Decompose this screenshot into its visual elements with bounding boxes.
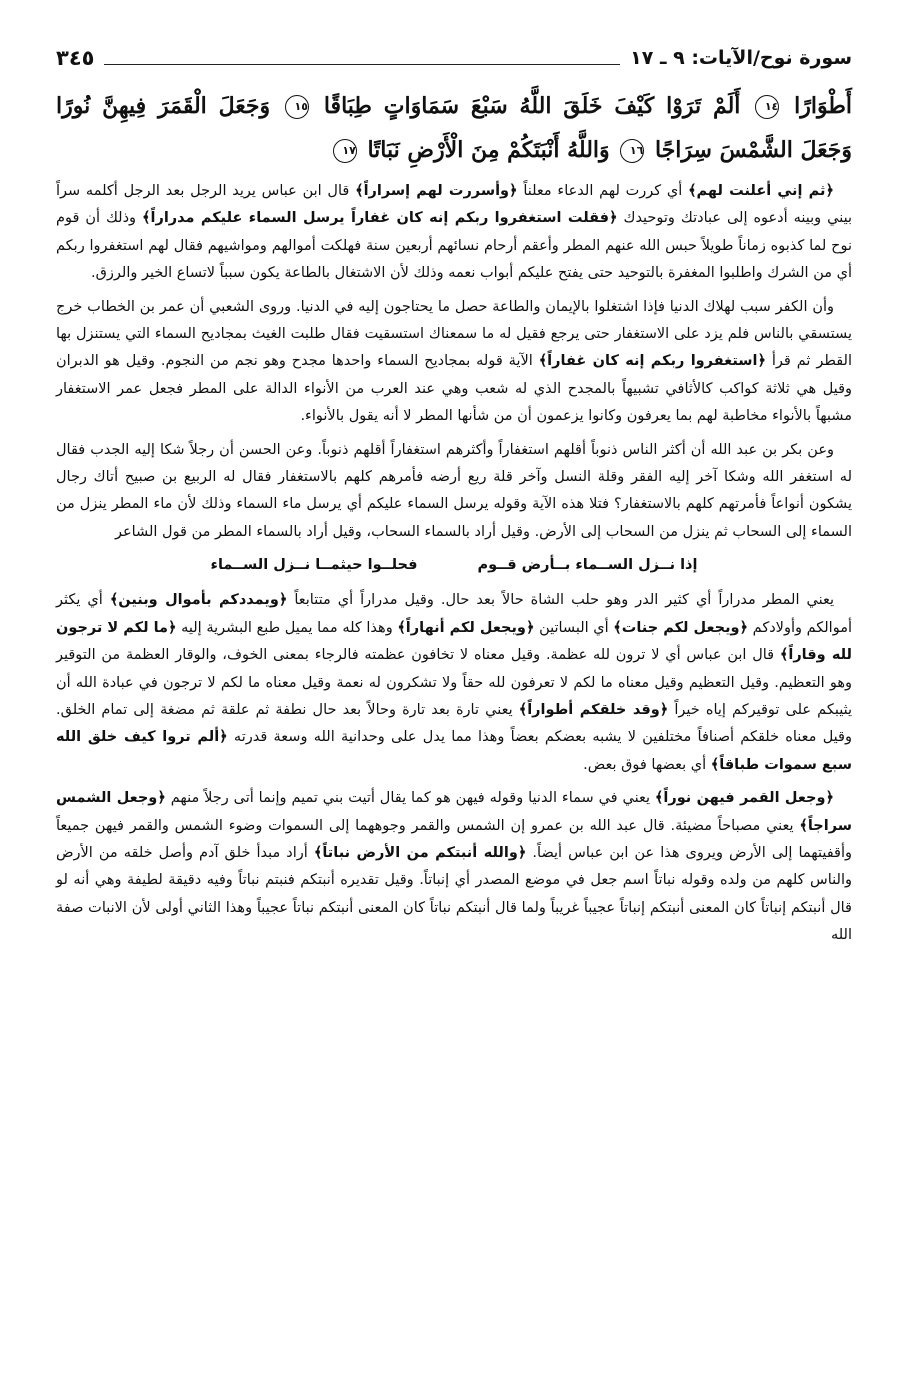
text: أي البساتين [534, 619, 614, 636]
poem-verse [56, 552, 852, 579]
verse-end-marker: ١٤ [755, 95, 779, 119]
quote: ﴿فقلت استغفروا ربكم إنه كان غفاراً يرسل السماء عليكم مدراراً﴾ [142, 210, 618, 227]
quote: ﴿والله أنبتكم من الأرض نباتاً﴾ [313, 844, 527, 861]
poem-hemistich-1: إذا نــزل الســماء بــأرض قــوم [477, 557, 698, 574]
surah-reference: سورة نوح/الآيات: ٩ ـ ١٧ [630, 47, 852, 69]
verse-end-marker: ١٦ [620, 139, 644, 163]
poem-hemistich-2: فحلــوا حيثمــا نــزل الســماء [210, 557, 418, 574]
verse-text: وَاللَّهُ أَنْبَتَكُمْ مِنَ الْأَرْضِ نَبَاتًا [367, 137, 610, 163]
tafsir-body [56, 178, 852, 956]
text: الآية قوله بمجاديح السماء واحدها مجدح وهو نجم من النجوم. وقيل هو الدبران وقيل هي ثلاثة كواكب كالأثافي تشبيهاً بالمجدح الذي له شعب وهي عند العرب من الأنواء الدالة على المطر فجعل عمر الاستغفار مشبهاً بالأنواء مخاطبة لهم بما يعرفون وكانوا يزعمون أن من شأنها المطر لا أنه يقول بالأنواء. [56, 353, 852, 425]
text: أي بعضها فوق بعض. [583, 756, 711, 773]
verse-text: أَطْوَارًا [794, 93, 852, 119]
quote: ﴿وأسررت لهم إسراراً﴾ [355, 183, 518, 199]
quote: ﴿ويجعل لكم أنهاراً﴾ [397, 619, 535, 636]
tafsir-paragraph [56, 587, 852, 779]
verse-end-marker: ١٥ [285, 95, 309, 119]
tafsir-paragraph [56, 294, 852, 431]
text: أي كررت لهم الدعاء معلناً [517, 183, 689, 199]
quote: ﴿ما لكم لا ترجون لله وقاراً﴾ [56, 619, 852, 664]
text: يعني تارة بعد تارة وحالاً بعد حال نطفة ثم علقة ثم مضغة إلى تمام الخلق. وقيل معناه خلقكم أصنافاً مختلفين لا يشبه بعضكم بعضاً وهذا مما يدل على وحدانية الله وسعة قدرته [56, 701, 852, 746]
verse-text: أَلَمْ تَرَوْا كَيْفَ خَلَقَ اللَّهُ سَبْعَ سَمَاوَاتٍ طِبَاقًا [323, 93, 741, 119]
quote: ﴿ألم تروا كيف خلق الله سبع سموات طباقاً﴾ [56, 729, 852, 773]
text: يعني المطر مدراراً أي كثير الدر وهو حلب الشاة حالاً بعد حال. وقيل مدراراً أي متتابعاً [287, 592, 834, 609]
quote: ﴿ثم إني أعلنت لهم﴾ [688, 183, 834, 199]
text: قال ابن عباس أي لا ترون لله عظمة. وقيل معناه لا تخافون عظمته فالرجاء بمعنى الخوف، والوقار العظمة من التوقير وهو التعظيم. وقيل التعظيم وقيل معناه ما لكم لا تعرفون لله حقاً ولا تشكرون له نعمة وقيل معناه ما لكم لا ترجون في عبادة الله أن يثيبكم على توقيركم إياه خيراً [56, 647, 852, 718]
text: أراد مبدأ خلق آدم وأصل خلقه من الأرض والناس كلهم من ولده وقوله نباتاً اسم جعل في موضع المصدر أي إنباتاً. وقيل تقديره أنبتكم فنبتم نباتاً وفيه دقيقة لطيفة وهي أنه لو قال أنبتكم إنباتاً كان المعنى أنبتكم إنباتاً عجيباً غريباً ولما قال أنبتكم نباتاً كان المعنى أنبتكم نباتاً عجيباً وهذا الثاني أولى لأن الانبات صفة الله [56, 844, 852, 944]
quote: ﴿وجعل الشمس سراجاً﴾ [56, 790, 852, 834]
text: وهذا كله مما يميل طبع البشرية إليه [176, 619, 398, 636]
text: يعني في سماء الدنيا وقوله فيهن هو كما يقال أتيت بني تميم وإنما أتى رجلاً منهم [165, 790, 655, 807]
tafsir-paragraph [56, 785, 852, 949]
quote: ﴿ويمددكم بأموال وبنين﴾ [109, 592, 288, 609]
quote: ﴿وجعل القمر فيهن نوراً﴾ [654, 790, 834, 807]
text: قال ابن عباس يريد الرجل بعد الرجل أكلمه سراً بيني وبينه أدعوه إلى عبادتك وتوحيدك [56, 183, 852, 227]
quran-verses [56, 84, 852, 172]
verse-text: وَجَعَلَ الْقَمَرَ فِيهِنَّ نُورًا وَجَعَلَ الشَّمْسَ سِرَاجًا [56, 93, 852, 163]
tafsir-paragraph [56, 437, 852, 547]
text: يعني مصباحاً مضيئة. قال عبد الله بن عمرو إن الشمس والقمر وجوههما إلى السموات وضوء الشمس والقمر فيهن جميعاً وأقفيتهما إلى الأرض ويروى هذا عن ابن عباس أيضاً. [56, 817, 852, 861]
quote: ﴿استغفروا ربكم إنه كان غفاراً﴾ [538, 353, 766, 370]
verse-end-marker: ١٧ [333, 139, 357, 163]
page-number: ٣٤٥ [56, 46, 95, 70]
text: أي يكثر أموالكم وأولادكم [56, 592, 852, 636]
text: وذلك أن قوم نوح لما كذبوه زماناً طويلاً حبس الله عنهم المطر وأعقم أرحام نسائهم أربعين سنة فهلكت أموالهم ومواشيهم فقال لهم استغفروا ربكم أي من الشرك واطلبوا المغفرة بالتوحيد حتى يفتح عليكم أبواب نعمه وذلك لأن الاشتغال بالطاعة يكون سبباً لاتساع الخير والرزق. [56, 210, 852, 282]
quote: ﴿ويجعل لكم جنات﴾ [613, 619, 749, 636]
text: وأن الكفر سبب لهلاك الدنيا فإذا اشتغلوا بالإيمان والطاعة حصل ما يحتاجون إليه في الدنيا. وروى الشعبي أن عمر بن الخطاب خرج يستسقي بالناس فلم يزد على الاستغفار حتى يرجع فقيل له ما سمعناك استسقيت فقال طلبت الغيث بمجاديح السماء التي يستنزل بها القطر ثم قرأ [56, 298, 852, 370]
page-header [56, 40, 852, 76]
quote: ﴿وقد خلقكم أطواراً﴾ [518, 701, 669, 718]
text: وعن بكر بن عبد الله أن أكثر الناس ذنوباً أقلهم استغفاراً وأكثرهم استغفاراً أقلهم ذنوباً. وعن الحسن أن رجلاً شكا إليه الجدب فقال له استغفر الله وشكا آخر إليه الفقر وقلة النسل وآخر قلة ريع أرضه فأمرهم كلهم بالاستغفار فقال له الربيع بن صبيح أتاك رجال يشكون أنواعاً فأمرتهم كلهم بالاستغفار؟ فتلا هذه الآية وقوله يرسل السماء عليكم أي يرسل ماء السماء وذلك لأن ماء المطر ينزل من السماء إلى السحاب ثم ينزل من السحاب إلى الأرض. وقيل أراد بالسماء السحاب، وقيل أراد بالسماء المطر من قول الشاعر [56, 441, 852, 540]
header-rule [104, 64, 620, 65]
tafsir-paragraph [56, 178, 852, 288]
